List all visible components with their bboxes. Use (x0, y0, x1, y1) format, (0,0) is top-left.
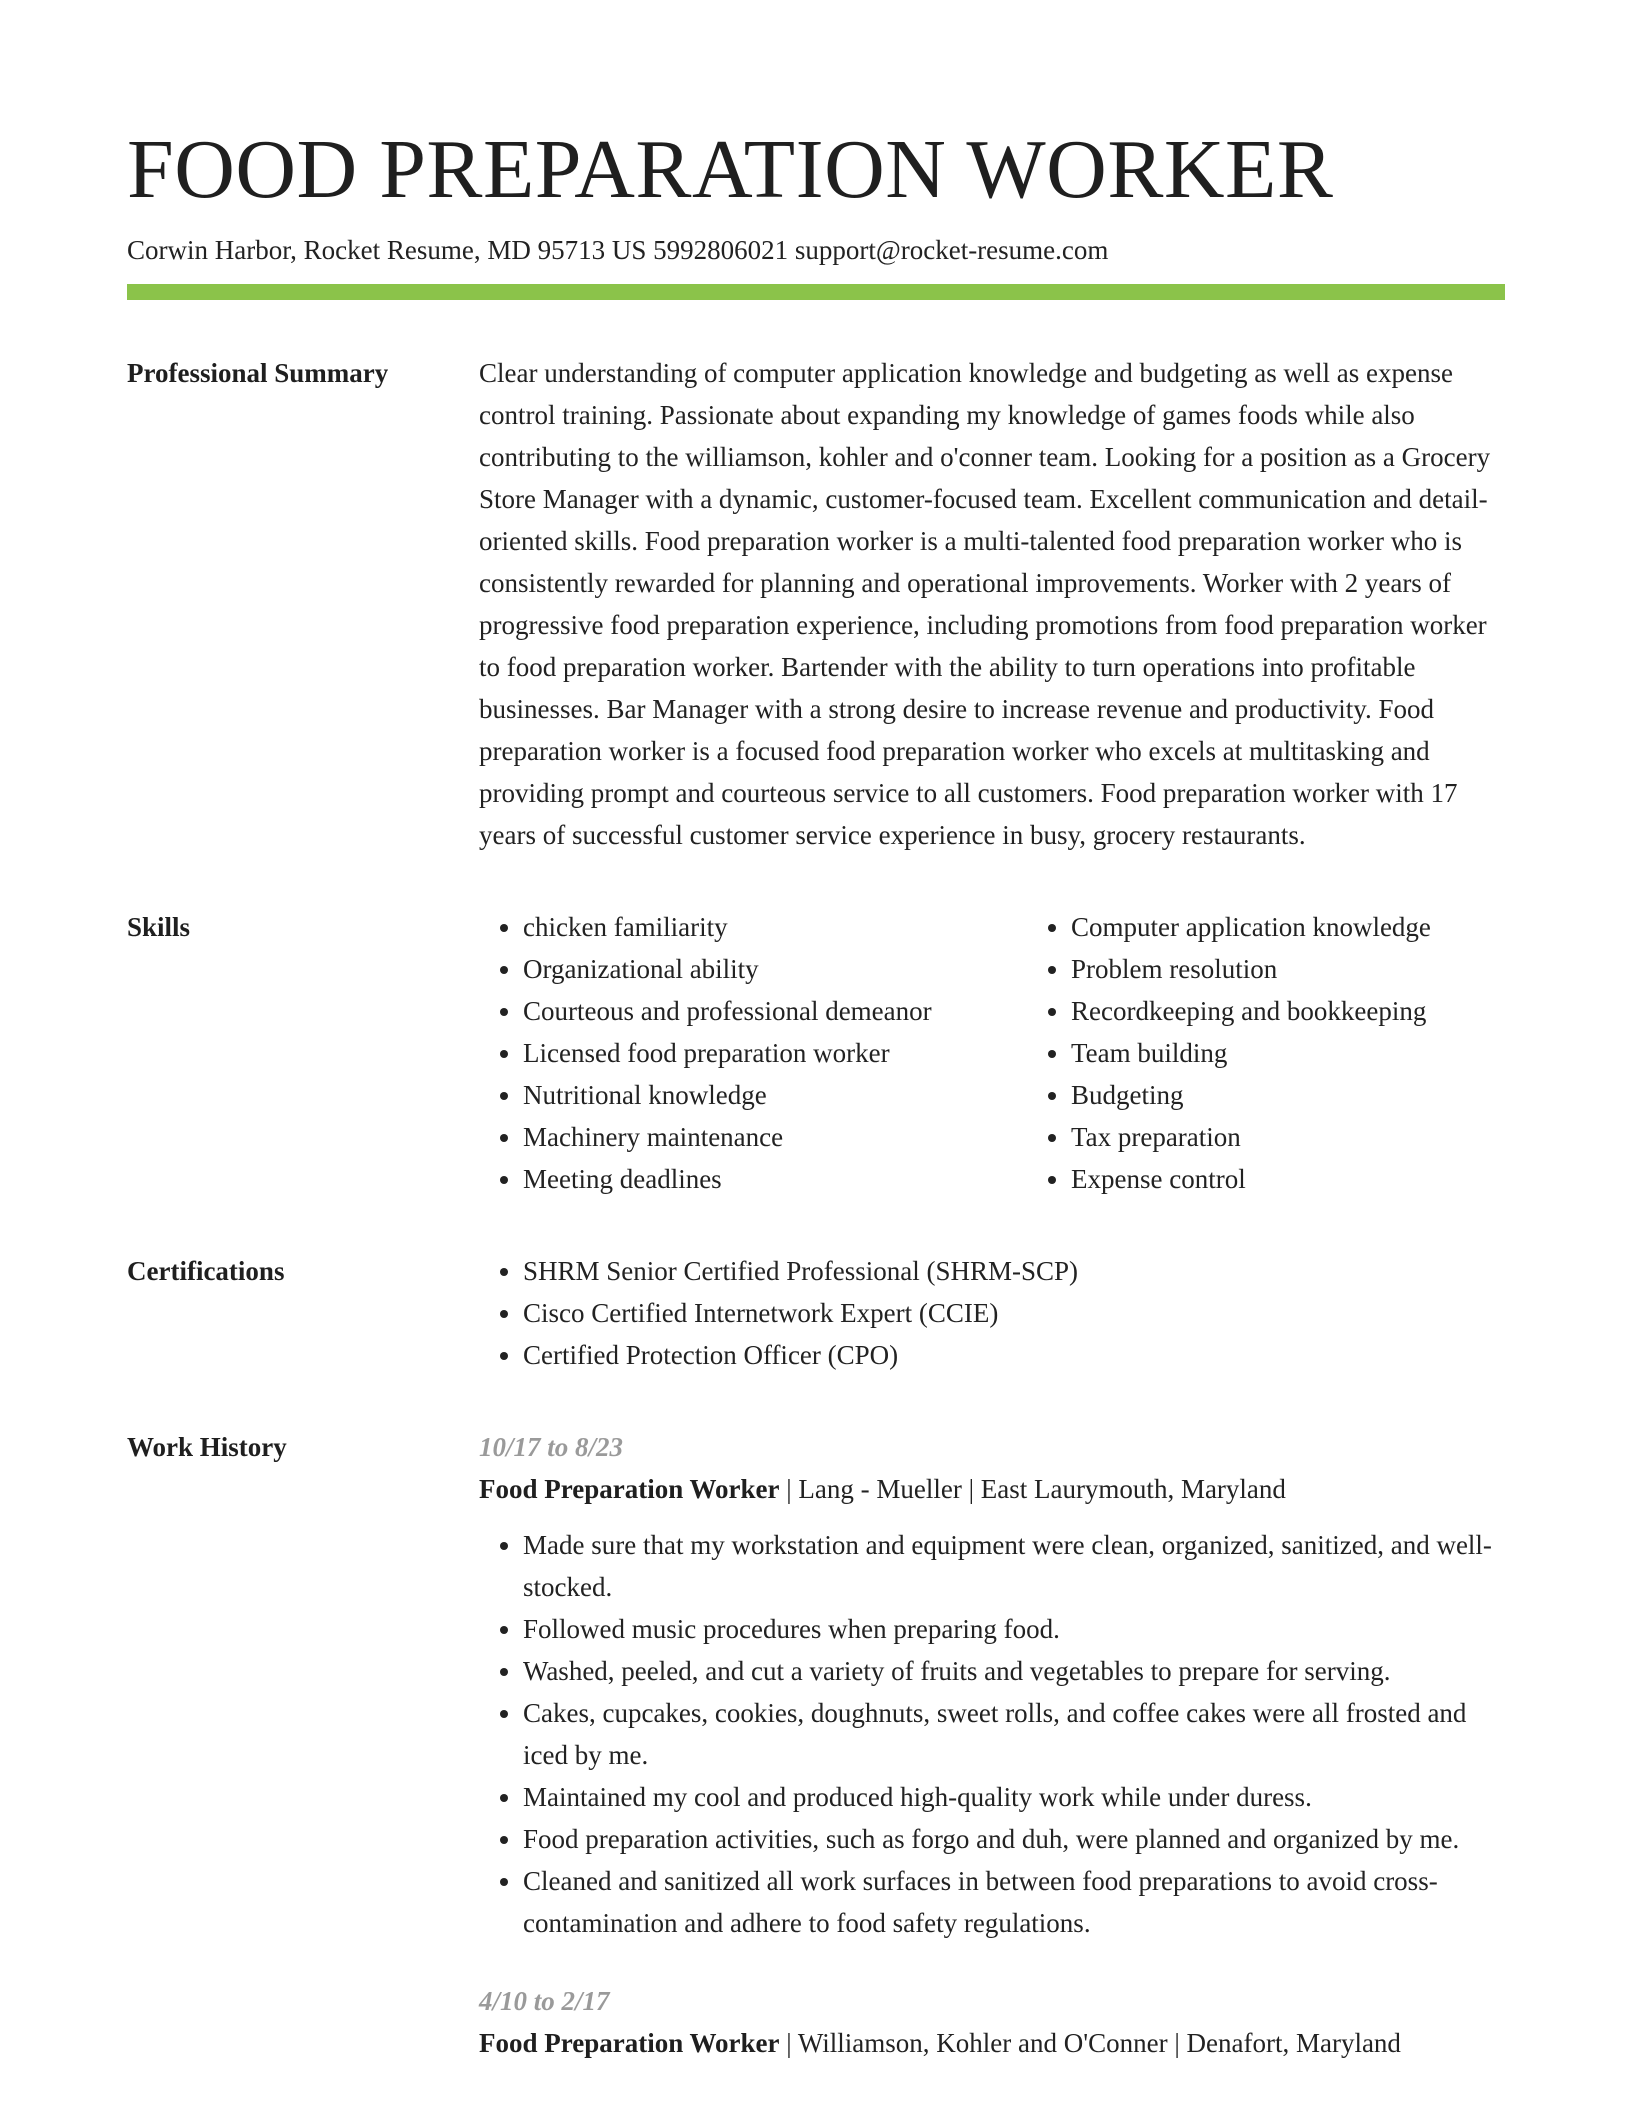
job-employer-location: | Lang - Mueller | East Laurymouth, Maryland (779, 1474, 1286, 1504)
skills-section (127, 906, 1505, 1200)
skill-item: • Problem resolution (1071, 948, 1505, 990)
skills-body (479, 906, 1505, 1200)
resume-title: FOOD PREPARATION WORKER (127, 123, 1334, 216)
summary-section (127, 352, 1505, 856)
skill-item: • Meeting deadlines (523, 1158, 1027, 1200)
contact-line: Corwin Harbor, Rocket Resume, MD 95713 US 5992806021 support@rocket-resume.com (127, 235, 1109, 265)
job-bullet: • Maintained my cool and produced high-quality work while under duress. (523, 1776, 1505, 1818)
skill-item: • Expense control (1071, 1158, 1505, 1200)
job-title: Food Preparation Worker (479, 1474, 780, 1504)
job-bullet: • Followed music procedures when preparing food. (523, 1608, 1505, 1650)
summary-body (479, 352, 1505, 856)
section-label-skills: Skills (127, 912, 191, 942)
skill-item: • Licensed food preparation worker (523, 1032, 1027, 1074)
section-label-work-history: Work History (127, 1432, 287, 1462)
section-label-certifications: Certifications (127, 1256, 285, 1286)
job-bullet: • Cakes, cupcakes, cookies, doughnuts, sweet rolls, and coffee cakes were all frosted and iced by me. (523, 1692, 1505, 1776)
job-employer-location: | Williamson, Kohler and O'Conner | Denafort, Maryland (779, 2028, 1401, 2058)
skills-column-1 (479, 906, 1027, 1200)
skill-item: • Nutritional knowledge (523, 1074, 1027, 1116)
work-history-body (479, 1426, 1505, 2100)
skill-item: • Courteous and professional demeanor (523, 990, 1027, 1032)
job-bullet: • Made sure that my workstation and equipment were clean, organized, sanitized, and well-stocked. (523, 1524, 1505, 1608)
skill-item: • chicken familiarity (523, 906, 1027, 948)
skill-item: • Machinery maintenance (523, 1116, 1027, 1158)
job-dates: 10/17 to 8/23 (479, 1432, 624, 1462)
job-bullet: • Cleaned and sanitized all work surfaces in between food preparations to avoid cross-contamination and adhere to food safety regulations. (523, 1860, 1505, 1944)
section-label-summary: Professional Summary (127, 358, 389, 388)
skill-item: • Recordkeeping and bookkeeping (1071, 990, 1505, 1032)
skill-item: • Team building (1071, 1032, 1505, 1074)
certifications-body (479, 1250, 1505, 1376)
accent-divider (127, 284, 1505, 300)
certifications-list (479, 1250, 1505, 1376)
job-bullet: • Food preparation activities, such as forgo and duh, were planned and organized by me. (523, 1818, 1505, 1860)
job-bullet: • Washed, peeled, and cut a variety of fruits and vegetables to prepare for serving. (523, 1650, 1505, 1692)
certification-item: • SHRM Senior Certified Professional (SHRM-SCP) (523, 1250, 1505, 1292)
resume-page (127, 120, 1505, 2100)
skill-item: • Organizational ability (523, 948, 1027, 990)
skill-item: • Budgeting (1071, 1074, 1505, 1116)
job-entry (479, 1980, 1505, 2064)
job-dates: 4/10 to 2/17 (479, 1986, 610, 2016)
job-entry (479, 1426, 1505, 1944)
job-heading (479, 1468, 1505, 1510)
work-history-section (127, 1426, 1505, 2100)
skill-item: • Computer application knowledge (1071, 906, 1505, 948)
certification-item: • Certified Protection Officer (CPO) (523, 1334, 1505, 1376)
job-bullets (479, 1524, 1505, 1944)
certifications-section (127, 1250, 1505, 1376)
job-title: Food Preparation Worker (479, 2028, 780, 2058)
summary-text: Clear understanding of computer application knowledge and budgeting as well as expense control training. Passionate about expanding my knowledge of games foods while also contributing to the williamson, kohler and o'conner team. Looking for a position as a Grocery Store Manager with a dynamic, customer-focused team. Excellent communication and detail-oriented skills. Food preparation worker is a multi-talented food preparation worker who is consistently rewarded for planning and operational improvements. Worker with 2 years of progressive food preparation experience, including promotions from food preparation worker to food preparation worker. Bartender with the ability to turn operations into profitable businesses. Bar Manager with a strong desire to increase revenue and productivity. Food preparation worker is a focused food preparation worker who excels at multitasking and providing prompt and courteous service to all customers. Food preparation worker with 17 years of successful customer service experience in busy, grocery restaurants. (479, 358, 1491, 850)
skill-item: • Tax preparation (1071, 1116, 1505, 1158)
certification-item: • Cisco Certified Internetwork Expert (CCIE) (523, 1292, 1505, 1334)
job-heading (479, 2022, 1505, 2064)
skills-column-2 (1027, 906, 1505, 1200)
